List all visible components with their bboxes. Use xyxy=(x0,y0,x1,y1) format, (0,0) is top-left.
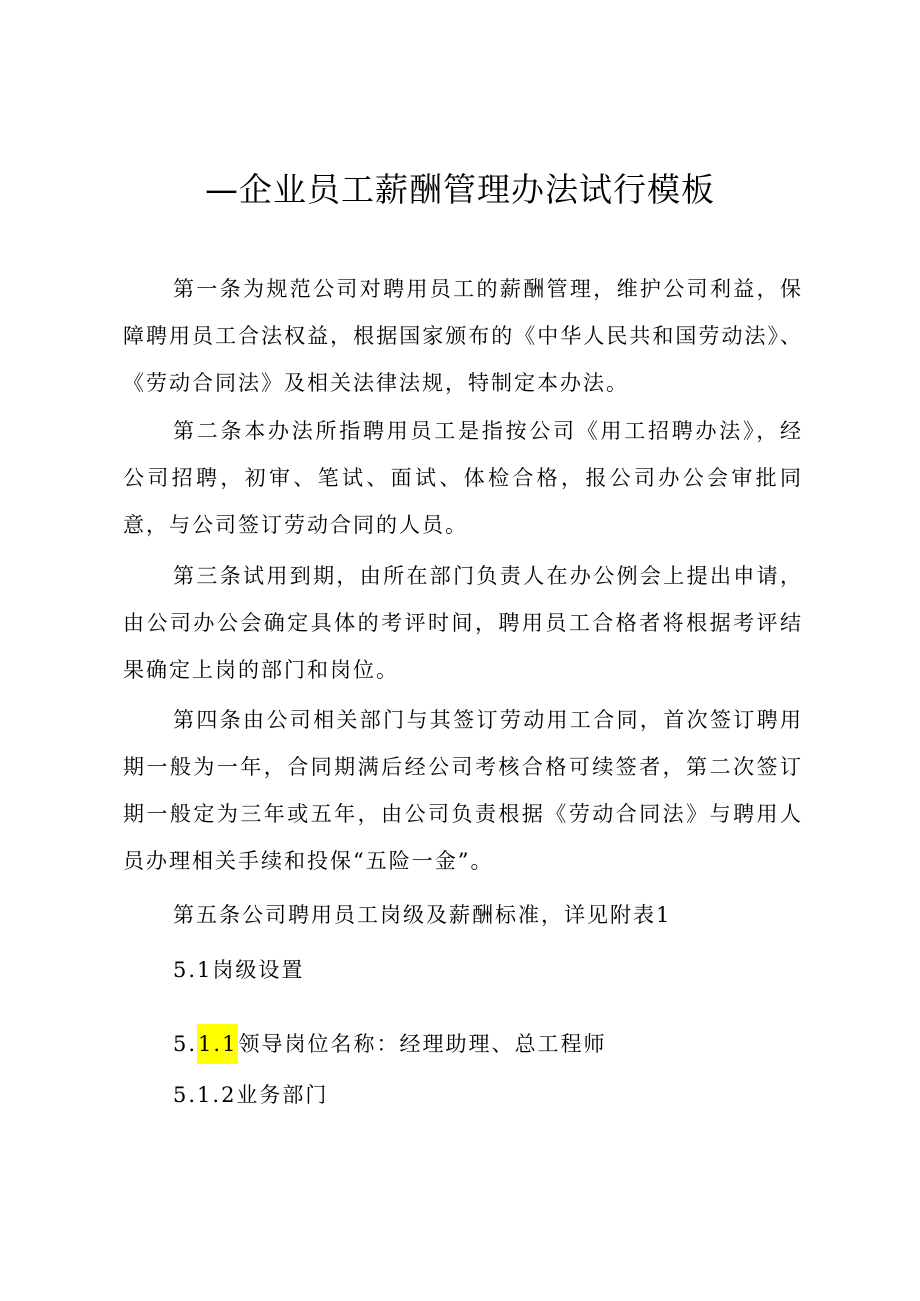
article-1-paragraph: 第一条为规范公司对聘用员工的薪酬管理，维护公司利益，保障聘用员工合法权益，根据国家颁布的《中华人民共和国劳动法》、《劳动合同法》及相关法律法规，特制定本办法。 xyxy=(123,277,803,395)
section-5-1-1-line xyxy=(173,1024,606,1064)
highlighted-section-number: 1.1 xyxy=(197,1024,238,1064)
section-5-1-2-heading: 5.1.2业务部门 xyxy=(173,1083,329,1107)
section-5-1-heading: 5.1岗级设置 xyxy=(173,958,305,982)
document-title: —企业员工薪酬管理办法试行模板 xyxy=(205,170,715,209)
article-3-paragraph: 第三条试用到期，由所在部门负责人在办公例会上提出申请，由公司办公会确定具体的考评时间，聘用员工合格者将根据考评结果确定上岗的部门和岗位。 xyxy=(123,564,803,682)
article-4-paragraph: 第四条由公司相关部门与其签订劳动用工合同，首次签订聘用期一般为一年，合同期满后经公司考核合格可续签者，第二次签订期一般定为三年或五年，由公司负责根据《劳动合同法》与聘用人员办理相关手续和投保“五险一金”。 xyxy=(123,708,803,873)
article-2-paragraph: 第二条本办法所指聘用员工是指按公司《用工招聘办法》，经公司招聘，初审、笔试、面试、体检合格，报公司办公会审批同意，与公司签订劳动合同的人员。 xyxy=(123,419,803,537)
section-5-1-1-number-prefix: 5. xyxy=(173,1032,198,1056)
section-5-1-1-text: 领导岗位名称：经理助理、总工程师 xyxy=(238,1032,607,1056)
article-5-line: 第五条公司聘用员工岗级及薪酬标准，详见附表1 xyxy=(173,903,672,927)
